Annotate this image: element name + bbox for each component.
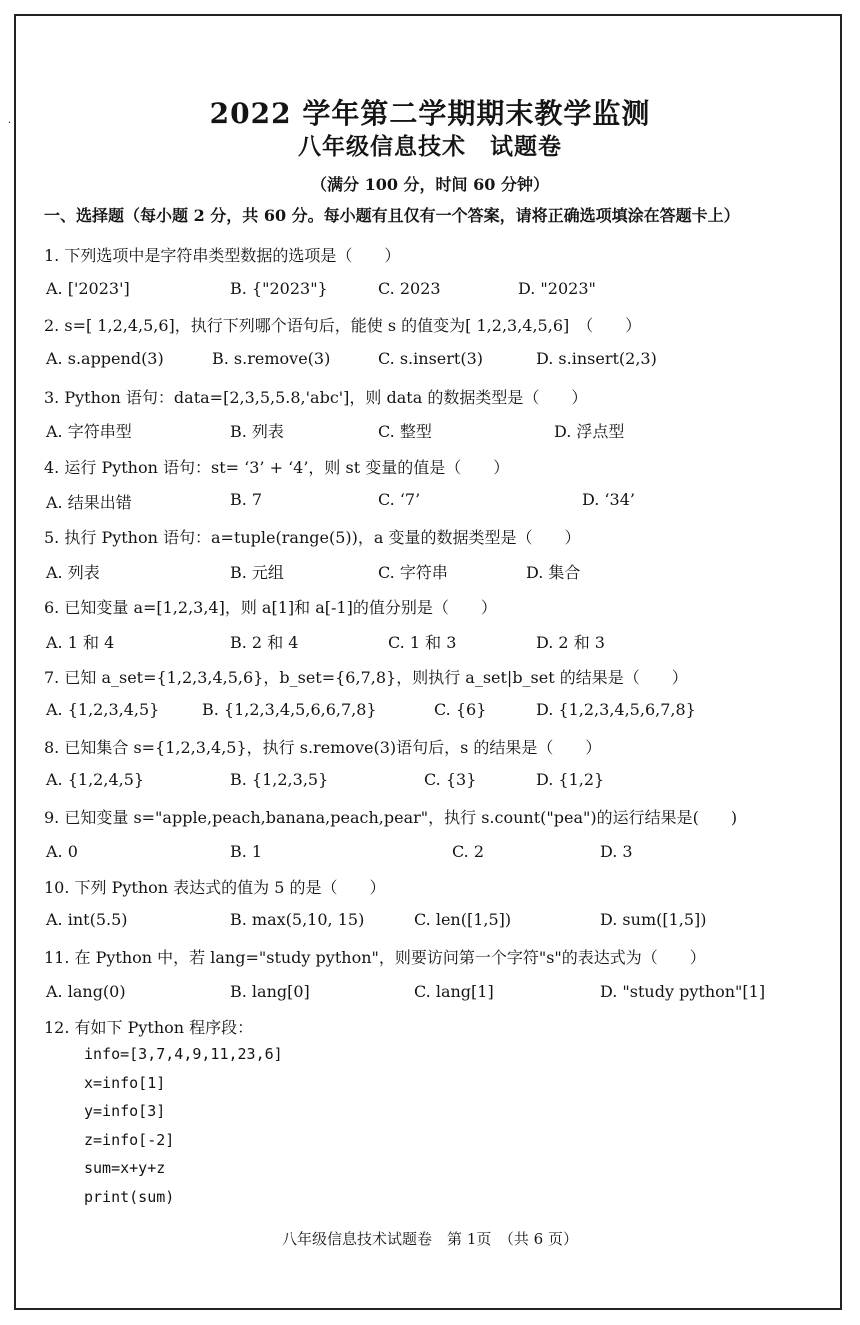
answer-option: B. {1,2,3,5} [230, 770, 329, 789]
answer-option: D. s.insert(2,3) [536, 349, 657, 368]
answer-option: D. 2 和 3 [536, 633, 605, 652]
answer-option: D. 3 [600, 842, 633, 861]
question-stem: 7. 已知 a_set={1,2,3,4,5,6}，b_set={6,7,8}，则执行 a_set|b_set 的结果是（ ） [44, 668, 688, 687]
answer-option: D. {1,2,3,4,5,6,7,8} [536, 700, 696, 719]
section-heading: 一、选择题（每小题 2 分，共 60 分。每小题有且仅有一个答案，请将正确选项填涂在答题卡上） [44, 206, 740, 225]
answer-option: A. {1,2,3,4,5} [46, 700, 160, 719]
answer-option: A. lang(0) [46, 982, 126, 1001]
answer-option: C. s.insert(3) [378, 349, 483, 368]
question-stem: 12. 有如下 Python 程序段： [44, 1018, 254, 1037]
answer-option: B. 2 和 4 [230, 633, 299, 652]
code-line: sum=x+y+z [84, 1159, 166, 1177]
question-stem: 10. 下列 Python 表达式的值为 5 的是（ ） [44, 878, 386, 897]
answer-option: D. ‘34’ [582, 490, 635, 509]
question-stem: 4. 运行 Python 语句：st= ‘3’ + ‘4’，则 st 变量的值是（ ） [44, 458, 510, 477]
scan-speck: · [8, 118, 12, 129]
answer-option: D. 集合 [526, 563, 581, 582]
page-footer: 八年级信息技术试题卷 第 1页 （共 6 页） [282, 1230, 578, 1248]
question-stem: 3. Python 语句：data=[2,3,5,5.8,'abc']，则 data 的数据类型是（ ） [44, 388, 588, 407]
answer-option: C. 1 和 3 [388, 633, 457, 652]
code-line: print(sum) [84, 1187, 175, 1206]
answer-option: A. {1,2,4,5} [46, 770, 145, 789]
question-stem: 6. 已知变量 a=[1,2,3,4]，则 a[1]和 a[-1]的值分别是（ ） [44, 598, 497, 617]
answer-option: A. ['2023'] [46, 279, 130, 298]
answer-option: C. 整型 [378, 422, 432, 441]
question-stem: 5. 执行 Python 语句：a=tuple(range(5))，a 变量的数据类型是（ ） [44, 528, 581, 547]
exam-title: 2022 学年第二学期期末教学监测 [209, 97, 651, 130]
answer-option: C. ‘7’ [378, 490, 421, 509]
code-line: y=info[3] [84, 1102, 166, 1120]
answer-option: B. s.remove(3) [212, 349, 331, 368]
answer-option: B. max(5,10, 15) [230, 910, 365, 929]
answer-option: B. 1 [230, 842, 263, 861]
code-line: z=info[-2] [84, 1130, 175, 1149]
answer-option: B. 7 [230, 490, 263, 509]
exam-note: （满分 100 分，时间 60 分钟） [311, 175, 549, 194]
answer-option: D. "2023" [518, 279, 596, 298]
question-stem: 2. s=[ 1,2,4,5,6]，执行下列哪个语句后，能使 s 的值变为[ 1,2,3,4,5,6] （ ） [44, 316, 642, 335]
code-line: x=info[1] [84, 1073, 166, 1092]
answer-option: C. lang[1] [414, 982, 494, 1001]
answer-option: A. s.append(3) [46, 349, 164, 368]
answer-option: C. len([1,5]) [414, 910, 512, 929]
answer-option: B. lang[0] [230, 982, 310, 1001]
answer-option: A. 0 [46, 842, 78, 861]
question-stem: 8. 已知集合 s={1,2,3,4,5}，执行 s.remove(3)语句后，s 的结果是（ ） [44, 738, 602, 757]
question-stem: 11. 在 Python 中，若 lang="study python"，则要访问第一个字符"s"的表达式为（ ） [44, 948, 706, 967]
answer-option: C. {3} [424, 770, 477, 789]
answer-option: A. int(5.5) [46, 910, 128, 929]
code-line: info=[3,7,4,9,11,23,6] [84, 1045, 283, 1063]
question-stem: 9. 已知变量 s="apple,peach,banana,peach,pear"，执行 s.count("pea")的运行结果是( ) [44, 808, 738, 827]
answer-option: D. 浮点型 [554, 422, 625, 441]
answer-option: A. 1 和 4 [46, 633, 115, 652]
answer-option: C. 2 [452, 842, 485, 861]
question-stem: 1. 下列选项中是字符串类型数据的选项是（ ） [44, 246, 401, 265]
answer-option: B. 元组 [230, 563, 284, 582]
exam-subtitle: 八年级信息技术 试题卷 [298, 133, 562, 160]
answer-option: A. 列表 [46, 563, 100, 582]
answer-option: A. 结果出错 [46, 493, 132, 512]
answer-option: C. {6} [434, 700, 487, 719]
answer-option: C. 2023 [378, 279, 441, 298]
answer-option: B. {1,2,3,4,5,6,6,7,8} [202, 700, 377, 719]
answer-option: A. 字符串型 [46, 422, 132, 441]
answer-option: C. 字符串 [378, 563, 448, 582]
answer-option: D. {1,2} [536, 770, 605, 789]
answer-option: D. "study python"[1] [600, 982, 766, 1001]
answer-option: B. {"2023"} [230, 279, 328, 298]
answer-option: D. sum([1,5]) [600, 910, 707, 929]
answer-option: B. 列表 [230, 422, 284, 441]
